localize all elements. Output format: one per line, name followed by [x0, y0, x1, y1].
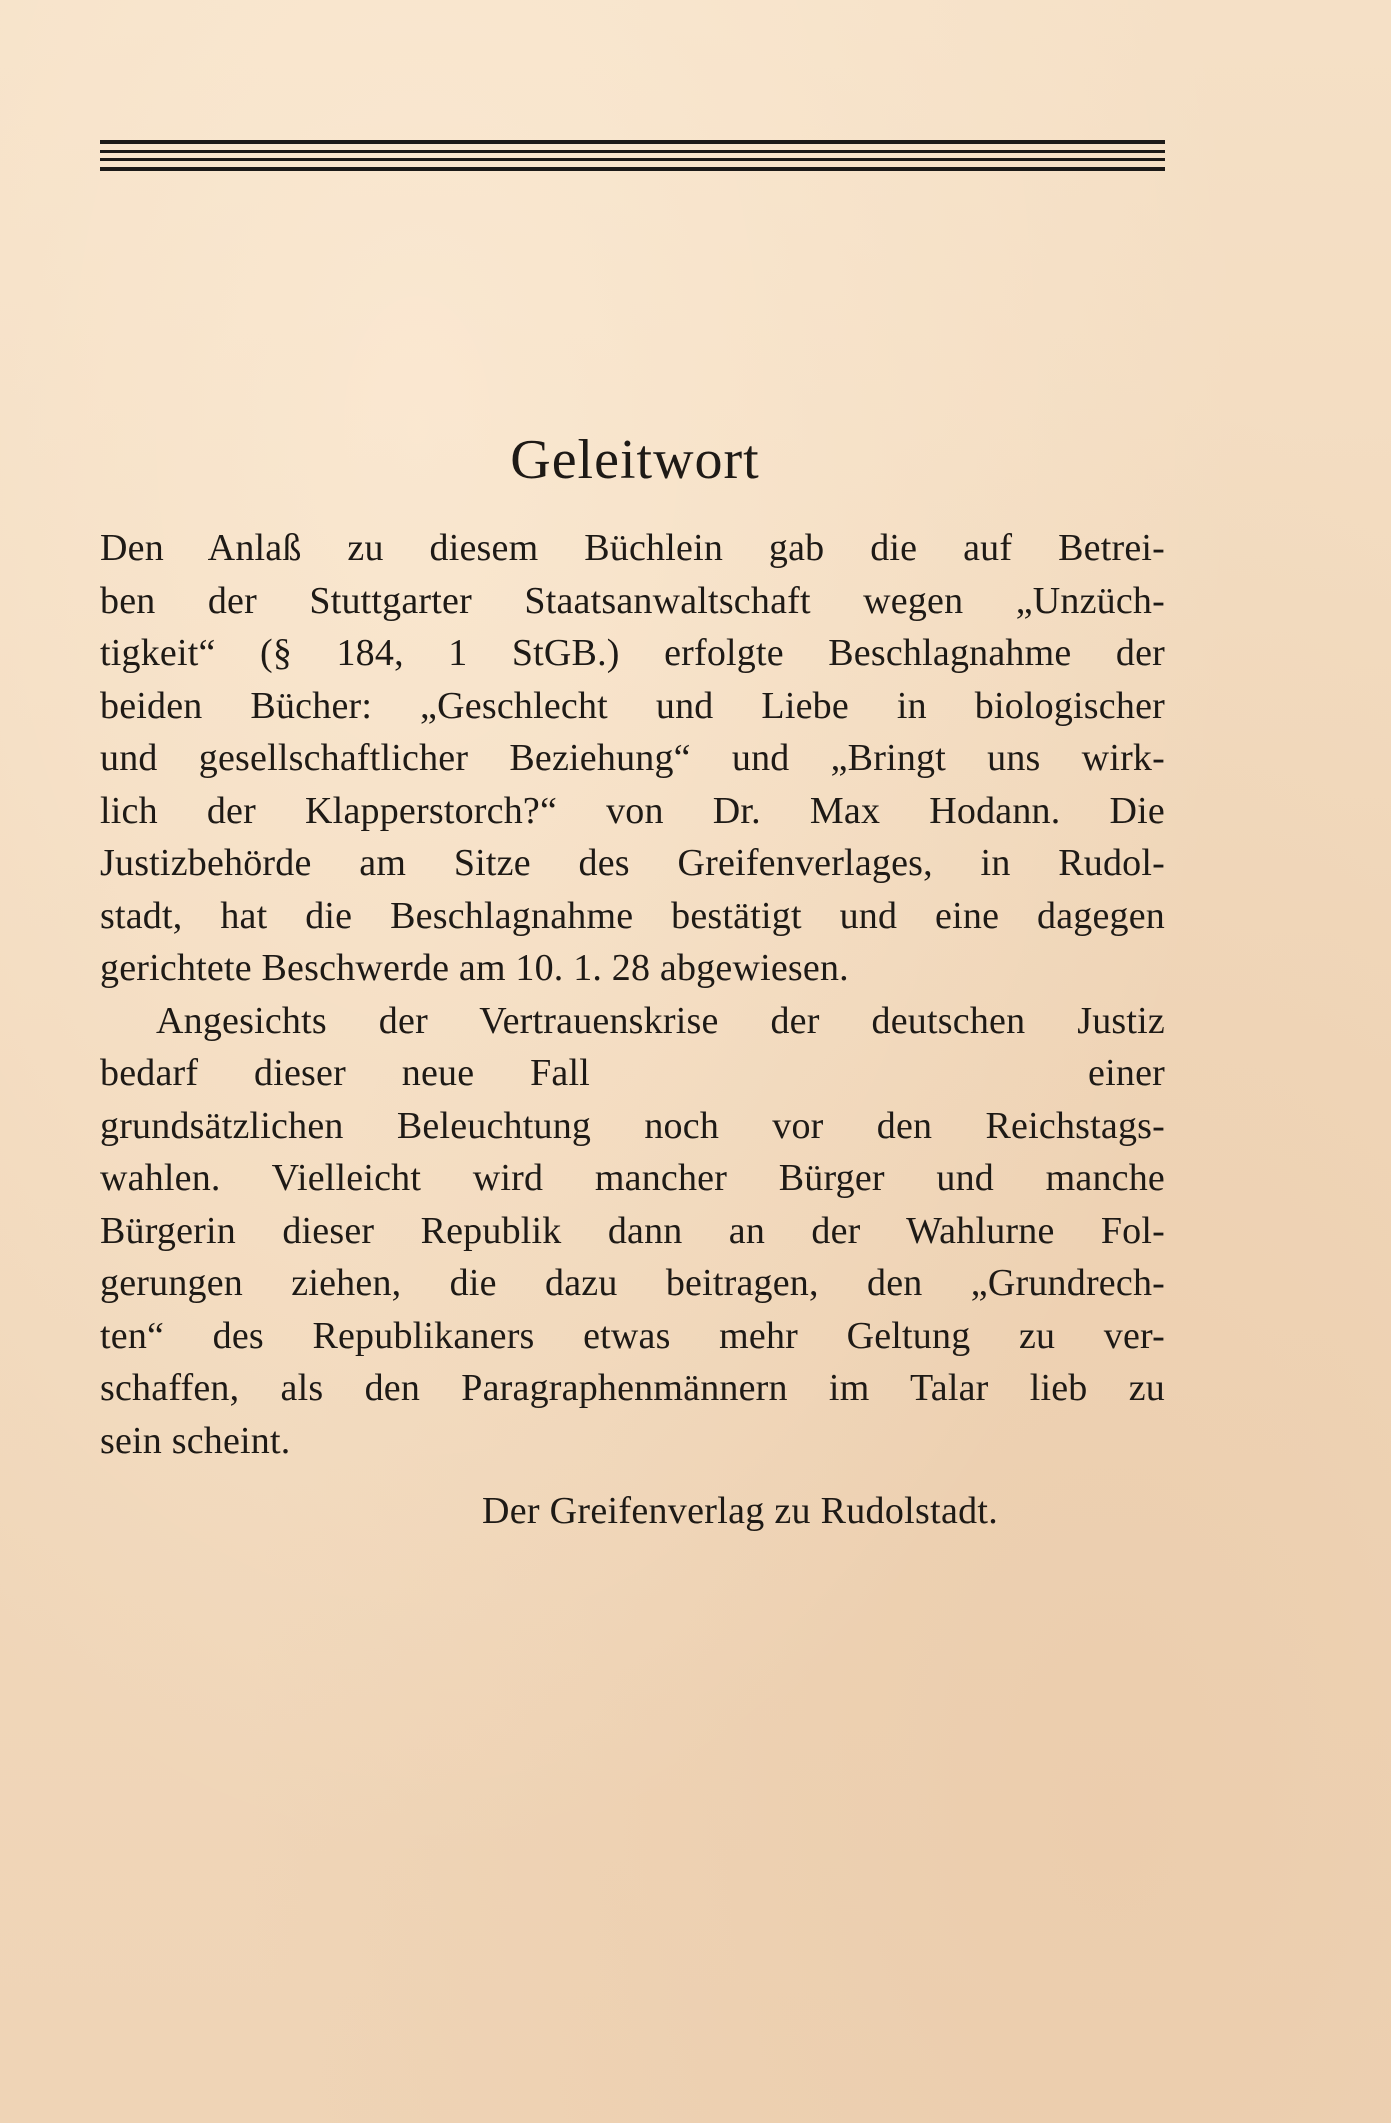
text-line: gerichtete Beschwerde am 10. 1. 28 abgewiesen.: [100, 947, 849, 989]
signature-line: Der Greifenverlag zu Rudolstadt.: [482, 1490, 999, 1532]
text-line: lich der Klapperstorch?“ von Dr. Max Hodann. Die: [100, 789, 1165, 832]
text-line: sein scheint.: [100, 1419, 291, 1462]
rule-line: [100, 140, 1165, 144]
text-fragment: bedarf dieser neue Fall: [100, 1052, 590, 1094]
text-line: Angesichts der Vertrauenskrise der deutschen Justiz: [156, 999, 1165, 1042]
text-line: Den Anlaß zu diesem Büchlein gab die auf Betrei-: [100, 527, 1165, 569]
rule-line: [100, 167, 1165, 171]
text-line: beiden Bücher: „Geschlecht und Liebe in biologischer: [100, 684, 1165, 727]
text-line: Justizbehörde am Sitze des Greifenverlages, in Rudol-: [100, 842, 1165, 884]
text-line: grundsätzlichen Beleuchtung noch vor den Reichstags-: [100, 1104, 1165, 1147]
text-line: wahlen. Vielleicht wird mancher Bürger und manche: [100, 1157, 1165, 1199]
text-line: Bürgerin dieser Republik dann an der Wahlurne Fol-: [100, 1209, 1165, 1252]
text-line: ten“ des Republikaners etwas mehr Geltung zu ver-: [100, 1314, 1165, 1357]
text-line: ben der Stuttgarter Staatsanwaltschaft wegen „Unzüch-: [100, 579, 1165, 622]
text-fragment: einer: [1088, 1052, 1165, 1094]
body-text: [100, 522, 1165, 1467]
text-line: [100, 1047, 1165, 1100]
decorative-rule: [100, 140, 1165, 174]
rule-line: [100, 158, 1165, 161]
text-line: tigkeit“ (§ 184, 1 StGB.) erfolgte Beschlagnahme der: [100, 632, 1165, 674]
text-line: gerungen ziehen, die dazu beitragen, den „Grundrech-: [100, 1262, 1165, 1304]
text-line: schaffen, als den Paragraphenmännern im Talar lieb zu: [100, 1367, 1165, 1409]
rule-line: [100, 150, 1165, 153]
text-line: stadt, hat die Beschlagnahme bestätigt und eine dagegen: [100, 894, 1165, 937]
page-title: Geleitwort: [510, 429, 760, 491]
text-line: und gesellschaftlicher Beziehung“ und „Bringt uns wirk-: [100, 737, 1165, 779]
